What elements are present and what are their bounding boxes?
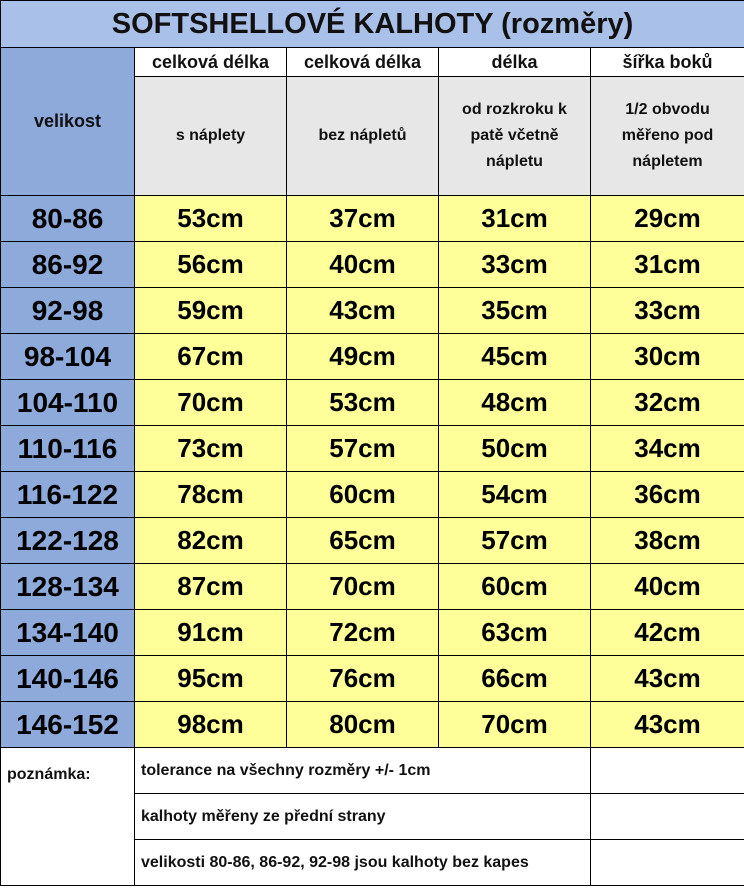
size-label: 146-152: [1, 702, 135, 748]
measurement-cell: 59cm: [135, 288, 287, 334]
measurement-cell: 72cm: [287, 610, 439, 656]
column-subheader-obvod: 1/2 obvodu měřeno pod nápletem: [591, 77, 744, 196]
column-header-velikost: velikost: [1, 48, 135, 196]
column-header-celkova-delka-1: celková délka: [135, 48, 287, 77]
measurement-cell: 30cm: [591, 334, 744, 380]
measurement-cell: 36cm: [591, 472, 744, 518]
measurement-cell: 40cm: [591, 564, 744, 610]
measurement-cell: 37cm: [287, 196, 439, 242]
measurement-cell: 57cm: [439, 518, 591, 564]
table-row: [1, 472, 744, 518]
table-row: [1, 334, 744, 380]
column-subheader-od-rozkroku: od rozkroku k patě včetně nápletu: [439, 77, 591, 196]
measurement-cell: 87cm: [135, 564, 287, 610]
note-empty-cell: [591, 840, 744, 886]
measurement-cell: 56cm: [135, 242, 287, 288]
measurement-cell: 76cm: [287, 656, 439, 702]
column-header-sirka-boku: šířka boků: [591, 48, 744, 77]
note-text: velikosti 80-86, 86-92, 92-98 jsou kalhoty bez kapes: [135, 840, 591, 886]
measurement-cell: 45cm: [439, 334, 591, 380]
table-row: [1, 426, 744, 472]
size-label: 104-110: [1, 380, 135, 426]
measurement-cell: 67cm: [135, 334, 287, 380]
measurement-cell: 43cm: [591, 656, 744, 702]
measurement-cell: 43cm: [287, 288, 439, 334]
measurement-cell: 35cm: [439, 288, 591, 334]
measurement-cell: 34cm: [591, 426, 744, 472]
measurement-cell: 49cm: [287, 334, 439, 380]
table-row: [1, 196, 744, 242]
size-label: 116-122: [1, 472, 135, 518]
table-row: [1, 518, 744, 564]
measurement-cell: 43cm: [591, 702, 744, 748]
note-empty-cell: [591, 794, 744, 840]
measurement-cell: 40cm: [287, 242, 439, 288]
size-label: 98-104: [1, 334, 135, 380]
measurement-cell: 60cm: [287, 472, 439, 518]
title-row: [1, 1, 744, 48]
note-empty-cell: [591, 748, 744, 794]
measurement-cell: 98cm: [135, 702, 287, 748]
measurement-cell: 70cm: [439, 702, 591, 748]
measurement-cell: 66cm: [439, 656, 591, 702]
size-label: 92-98: [1, 288, 135, 334]
column-header-celkova-delka-2: celková délka: [287, 48, 439, 77]
measurement-cell: 31cm: [591, 242, 744, 288]
measurement-cell: 57cm: [287, 426, 439, 472]
measurement-cell: 38cm: [591, 518, 744, 564]
column-header-delka: délka: [439, 48, 591, 77]
measurement-cell: 54cm: [439, 472, 591, 518]
page-title: SOFTSHELLOVÉ KALHOTY (rozměry): [1, 1, 744, 48]
table-row: [1, 656, 744, 702]
table-row: [1, 564, 744, 610]
size-label: 110-116: [1, 426, 135, 472]
size-chart-body: [1, 1, 744, 886]
measurement-cell: 80cm: [287, 702, 439, 748]
header-row: [1, 48, 744, 77]
size-label: 134-140: [1, 610, 135, 656]
size-label: 122-128: [1, 518, 135, 564]
table-row: [1, 610, 744, 656]
note-label: poznámka:: [1, 748, 135, 886]
measurement-cell: 70cm: [135, 380, 287, 426]
table-row: [1, 242, 744, 288]
measurement-cell: 60cm: [439, 564, 591, 610]
measurement-cell: 78cm: [135, 472, 287, 518]
note-text: kalhoty měřeny ze přední strany: [135, 794, 591, 840]
measurement-cell: 73cm: [135, 426, 287, 472]
measurement-cell: 42cm: [591, 610, 744, 656]
measurement-cell: 48cm: [439, 380, 591, 426]
measurement-cell: 33cm: [591, 288, 744, 334]
measurement-cell: 91cm: [135, 610, 287, 656]
measurement-cell: 95cm: [135, 656, 287, 702]
table-row: [1, 288, 744, 334]
size-label: 80-86: [1, 196, 135, 242]
table-row: [1, 380, 744, 426]
measurement-cell: 31cm: [439, 196, 591, 242]
column-subheader-s-naplety: s náplety: [135, 77, 287, 196]
measurement-cell: 65cm: [287, 518, 439, 564]
measurement-cell: 32cm: [591, 380, 744, 426]
table-row: [1, 702, 744, 748]
measurement-cell: 82cm: [135, 518, 287, 564]
measurement-cell: 29cm: [591, 196, 744, 242]
measurement-cell: 70cm: [287, 564, 439, 610]
measurement-cell: 53cm: [287, 380, 439, 426]
measurement-cell: 50cm: [439, 426, 591, 472]
measurement-cell: 53cm: [135, 196, 287, 242]
size-label: 140-146: [1, 656, 135, 702]
column-subheader-bez-napletu: bez nápletů: [287, 77, 439, 196]
size-label: 128-134: [1, 564, 135, 610]
measurement-cell: 63cm: [439, 610, 591, 656]
measurement-cell: 33cm: [439, 242, 591, 288]
size-label: 86-92: [1, 242, 135, 288]
note-text: tolerance na všechny rozměry +/- 1cm: [135, 748, 591, 794]
note-row: [1, 748, 744, 794]
